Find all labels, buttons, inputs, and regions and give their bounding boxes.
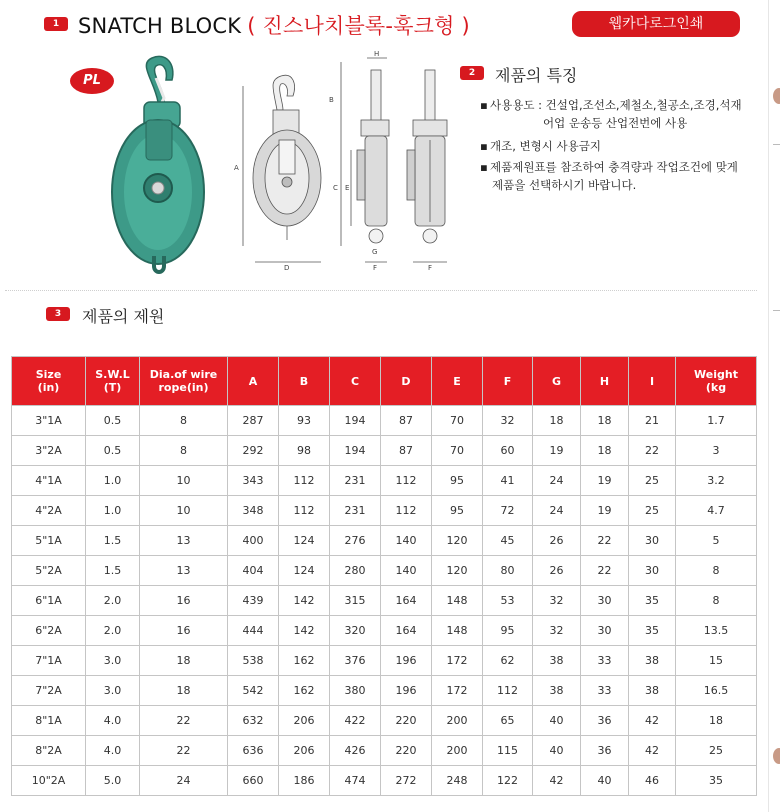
table-header-row: [12, 357, 757, 406]
table-cell: 320: [330, 616, 381, 646]
dim-label-h: H: [374, 50, 380, 58]
table-cell: 206: [279, 736, 330, 766]
side-view-double: [407, 70, 447, 262]
table-cell: 8: [676, 556, 757, 586]
table-cell: 162: [279, 676, 330, 706]
column-header: [581, 357, 629, 406]
table-cell: 5: [676, 526, 757, 556]
column-header: [86, 357, 140, 406]
table-cell: 426: [330, 736, 381, 766]
column-header-text: Size: [35, 368, 62, 381]
table-cell: 2.0: [86, 616, 140, 646]
dim-label-a: A: [234, 164, 239, 172]
table-row: [12, 556, 757, 586]
table-cell: 380: [330, 676, 381, 706]
side-tick-2: [773, 310, 780, 311]
table-cell: 142: [279, 616, 330, 646]
table-cell: 542: [228, 676, 279, 706]
table-cell: 292: [228, 436, 279, 466]
table-cell: 439: [228, 586, 279, 616]
table-cell: 280: [330, 556, 381, 586]
section-divider: [5, 290, 757, 291]
table-cell: 18: [140, 646, 228, 676]
table-cell: 18: [533, 406, 581, 436]
table-row: [12, 436, 757, 466]
table-cell: 87: [381, 406, 432, 436]
table-cell: 4"2A: [12, 496, 86, 526]
table-cell: 124: [279, 526, 330, 556]
table-cell: 404: [228, 556, 279, 586]
table-cell: 40: [533, 736, 581, 766]
table-cell: 25: [676, 736, 757, 766]
column-header-text: A: [248, 374, 258, 388]
hook-shape: [146, 56, 173, 102]
table-cell: 35: [676, 766, 757, 796]
table-cell: 33: [581, 646, 629, 676]
table-cell: 164: [381, 586, 432, 616]
feature-item-no-modification: [480, 137, 755, 155]
table-cell: 10: [140, 496, 228, 526]
column-header: [483, 357, 533, 406]
table-cell: 3"1A: [12, 406, 86, 436]
table-cell: 1.0: [86, 466, 140, 496]
feature-item-selection: [480, 158, 755, 194]
column-header: [381, 357, 432, 406]
table-cell: 474: [330, 766, 381, 796]
table-cell: 4.7: [676, 496, 757, 526]
table-cell: 3.0: [86, 676, 140, 706]
table-cell: 5"1A: [12, 526, 86, 556]
table-cell: 1.5: [86, 526, 140, 556]
table-cell: 46: [629, 766, 676, 796]
section-1-badge: 1: [44, 17, 68, 31]
table-cell: 18: [581, 406, 629, 436]
features-title: 제품의 특징: [495, 66, 578, 85]
table-cell: 172: [432, 646, 483, 676]
table-row: [12, 736, 757, 766]
table-cell: 115: [483, 736, 533, 766]
table-cell: 87: [381, 436, 432, 466]
table-cell: 53: [483, 586, 533, 616]
table-cell: 40: [581, 766, 629, 796]
column-header-text: Dia.of wire: [149, 368, 218, 381]
table-cell: 70: [432, 436, 483, 466]
table-cell: 32: [533, 586, 581, 616]
front-view: [243, 75, 321, 262]
table-cell: 30: [581, 616, 629, 646]
column-header-text: H: [599, 374, 610, 388]
table-cell: 30: [629, 556, 676, 586]
table-cell: 0.5: [86, 436, 140, 466]
column-header-text: E: [453, 374, 461, 388]
table-cell: 22: [140, 736, 228, 766]
table-cell: 18: [581, 436, 629, 466]
table-cell: 148: [432, 586, 483, 616]
column-header: [279, 357, 330, 406]
feature-selection-line1: 제품제원표를 참조하여 충격량과 작업조건에 맞게: [490, 160, 738, 174]
web-catalog-print-button[interactable]: 웹카다로그인쇄: [572, 11, 740, 37]
table-cell: 19: [581, 466, 629, 496]
table-cell: 200: [432, 706, 483, 736]
page-title-korean: ( 진스나치블록-훅크형 ): [247, 14, 470, 38]
feature-usage-line2: 어업 운송등 산업전번에 사용: [543, 116, 688, 130]
dim-label-g: G: [372, 248, 378, 256]
column-header-text: (kg: [705, 381, 727, 394]
column-header-text: F: [503, 374, 512, 388]
table-cell: 26: [533, 556, 581, 586]
table-cell: 140: [381, 556, 432, 586]
side-view-single: [341, 58, 389, 262]
table-cell: 220: [381, 736, 432, 766]
table-cell: 148: [432, 616, 483, 646]
section-3-badge: 3: [46, 307, 70, 321]
table-cell: 35: [629, 586, 676, 616]
table-cell: 276: [330, 526, 381, 556]
table-row: [12, 466, 757, 496]
feature-selection-line2: 제품을 선택하시기 바랍니다.: [492, 178, 637, 192]
table-row: [12, 496, 757, 526]
technical-drawing: [225, 50, 455, 275]
table-cell: 18: [676, 706, 757, 736]
table-cell: 93: [279, 406, 330, 436]
specs-table: [11, 356, 757, 796]
snatch-block-photo: [100, 50, 210, 275]
column-header-text: G: [551, 374, 562, 388]
table-cell: 3: [676, 436, 757, 466]
sheave-pin: [152, 182, 164, 194]
feature-no-modification-text: 개조, 변형시 사용금지: [490, 139, 601, 153]
brand-logo: PL: [70, 68, 114, 94]
table-cell: 1.7: [676, 406, 757, 436]
specs-title: 제품의 제원: [82, 307, 165, 326]
column-header: [12, 357, 86, 406]
table-cell: 38: [533, 646, 581, 676]
table-cell: 6"2A: [12, 616, 86, 646]
table-row: [12, 526, 757, 556]
table-cell: 70: [432, 406, 483, 436]
table-cell: 8: [676, 586, 757, 616]
side-thumbnail-1: [773, 88, 780, 104]
column-header-text: Weight: [694, 368, 738, 381]
table-cell: 4.0: [86, 706, 140, 736]
table-row: [12, 706, 757, 736]
table-cell: 220: [381, 706, 432, 736]
table-cell: 636: [228, 736, 279, 766]
column-header-text: rope(in): [158, 381, 209, 394]
table-cell: 376: [330, 646, 381, 676]
column-header-text: I: [649, 374, 655, 388]
column-header-text: S.W.L: [95, 368, 130, 381]
table-cell: 16.5: [676, 676, 757, 706]
table-cell: 80: [483, 556, 533, 586]
table-cell: 65: [483, 706, 533, 736]
table-cell: 194: [330, 436, 381, 466]
table-cell: 112: [279, 496, 330, 526]
table-cell: 35: [629, 616, 676, 646]
table-cell: 22: [581, 556, 629, 586]
table-cell: 10"2A: [12, 766, 86, 796]
column-header-text: (T): [103, 381, 122, 394]
dim-label-f-single: F: [373, 264, 378, 272]
table-cell: 140: [381, 526, 432, 556]
dim-label-c: C: [333, 184, 338, 192]
table-cell: 25: [629, 466, 676, 496]
table-cell: 112: [483, 676, 533, 706]
bullet-icon: ▪: [480, 160, 488, 174]
table-cell: 112: [381, 496, 432, 526]
table-cell: 196: [381, 646, 432, 676]
table-cell: 42: [629, 706, 676, 736]
bullet-icon: ▪: [480, 139, 488, 153]
table-cell: 196: [381, 676, 432, 706]
table-cell: 60: [483, 436, 533, 466]
table-cell: 36: [581, 706, 629, 736]
dim-label-f-double: F: [428, 264, 433, 272]
table-cell: 112: [279, 466, 330, 496]
table-cell: 42: [533, 766, 581, 796]
table-row: [12, 646, 757, 676]
table-cell: 4"1A: [12, 466, 86, 496]
feature-usage-line1: 건설업,조선소,제철소,철공소,조경,석재: [545, 98, 742, 112]
table-cell: 343: [228, 466, 279, 496]
table-cell: 95: [432, 496, 483, 526]
table-cell: 22: [140, 706, 228, 736]
table-row: [12, 616, 757, 646]
table-cell: 287: [228, 406, 279, 436]
table-cell: 25: [629, 496, 676, 526]
table-cell: 72: [483, 496, 533, 526]
table-cell: 13: [140, 556, 228, 586]
table-cell: 3.2: [676, 466, 757, 496]
dim-label-e: E: [345, 184, 350, 192]
table-cell: 18: [140, 676, 228, 706]
feature-item-usage: [480, 96, 755, 132]
table-cell: 98: [279, 436, 330, 466]
table-cell: 45: [483, 526, 533, 556]
table-cell: 162: [279, 646, 330, 676]
table-cell: 7"1A: [12, 646, 86, 676]
table-cell: 8"2A: [12, 736, 86, 766]
table-cell: 19: [533, 436, 581, 466]
table-cell: 24: [140, 766, 228, 796]
table-cell: 194: [330, 406, 381, 436]
table-cell: 348: [228, 496, 279, 526]
table-cell: 24: [533, 466, 581, 496]
table-cell: 33: [581, 676, 629, 706]
table-cell: 13.5: [676, 616, 757, 646]
table-cell: 8: [140, 406, 228, 436]
column-header-text: (in): [37, 381, 60, 394]
table-cell: 1.5: [86, 556, 140, 586]
table-cell: 120: [432, 556, 483, 586]
table-cell: 120: [432, 526, 483, 556]
dim-label-b: B: [329, 96, 334, 104]
column-header: [676, 357, 757, 406]
table-cell: 0.5: [86, 406, 140, 436]
feature-usage-label: 사용용도 :: [490, 98, 542, 112]
table-cell: 164: [381, 616, 432, 646]
table-cell: 32: [533, 616, 581, 646]
table-cell: 538: [228, 646, 279, 676]
table-cell: 8"1A: [12, 706, 86, 736]
table-cell: 16: [140, 616, 228, 646]
table-cell: 5"2A: [12, 556, 86, 586]
page-title-english: SNATCH BLOCK: [78, 14, 242, 38]
table-cell: 42: [629, 736, 676, 766]
table-cell: 21: [629, 406, 676, 436]
table-cell: 24: [533, 496, 581, 526]
table-cell: 272: [381, 766, 432, 796]
table-cell: 400: [228, 526, 279, 556]
column-header: [432, 357, 483, 406]
column-header-text: C: [350, 374, 360, 388]
table-cell: 112: [381, 466, 432, 496]
side-thumbnail-2: [773, 748, 780, 764]
column-header: [228, 357, 279, 406]
page-title: [78, 10, 470, 40]
table-cell: 26: [533, 526, 581, 556]
side-tick-1: [773, 144, 780, 145]
table-cell: 16: [140, 586, 228, 616]
table-cell: 315: [330, 586, 381, 616]
table-cell: 30: [629, 526, 676, 556]
table-cell: 22: [581, 526, 629, 556]
column-header-text: D: [401, 374, 411, 388]
right-edge-divider: [768, 0, 769, 812]
table-cell: 660: [228, 766, 279, 796]
table-body: [12, 406, 757, 796]
table-cell: 7"2A: [12, 676, 86, 706]
table-cell: 122: [483, 766, 533, 796]
table-cell: 172: [432, 676, 483, 706]
table-cell: 142: [279, 586, 330, 616]
block-gate: [146, 120, 172, 160]
table-cell: 36: [581, 736, 629, 766]
table-cell: 41: [483, 466, 533, 496]
table-cell: 248: [432, 766, 483, 796]
table-cell: 38: [533, 676, 581, 706]
table-cell: 1.0: [86, 496, 140, 526]
column-header: [629, 357, 676, 406]
table-row: [12, 766, 757, 796]
table-cell: 4.0: [86, 736, 140, 766]
column-header: [533, 357, 581, 406]
table-cell: 6"1A: [12, 586, 86, 616]
table-row: [12, 586, 757, 616]
table-cell: 124: [279, 556, 330, 586]
table-cell: 40: [533, 706, 581, 736]
dim-label-d: D: [284, 264, 290, 272]
table-cell: 2.0: [86, 586, 140, 616]
table-cell: 3"2A: [12, 436, 86, 466]
table-row: [12, 406, 757, 436]
table-row: [12, 676, 757, 706]
table-cell: 186: [279, 766, 330, 796]
table-cell: 632: [228, 706, 279, 736]
table-cell: 231: [330, 496, 381, 526]
table-cell: 200: [432, 736, 483, 766]
table-cell: 15: [676, 646, 757, 676]
table-cell: 95: [432, 466, 483, 496]
bullet-icon: ▪: [480, 98, 488, 112]
table-cell: 422: [330, 706, 381, 736]
table-cell: 3.0: [86, 646, 140, 676]
table-cell: 62: [483, 646, 533, 676]
column-header-text: B: [299, 374, 309, 388]
table-cell: 32: [483, 406, 533, 436]
table-cell: 19: [581, 496, 629, 526]
table-cell: 206: [279, 706, 330, 736]
table-cell: 231: [330, 466, 381, 496]
table-cell: 5.0: [86, 766, 140, 796]
column-header: [140, 357, 228, 406]
table-cell: 13: [140, 526, 228, 556]
table-cell: 38: [629, 676, 676, 706]
table-cell: 444: [228, 616, 279, 646]
table-cell: 30: [581, 586, 629, 616]
table-cell: 38: [629, 646, 676, 676]
table-cell: 10: [140, 466, 228, 496]
section-2-badge: 2: [460, 66, 484, 80]
table-cell: 95: [483, 616, 533, 646]
table-cell: 8: [140, 436, 228, 466]
column-header: [330, 357, 381, 406]
table-cell: 22: [629, 436, 676, 466]
